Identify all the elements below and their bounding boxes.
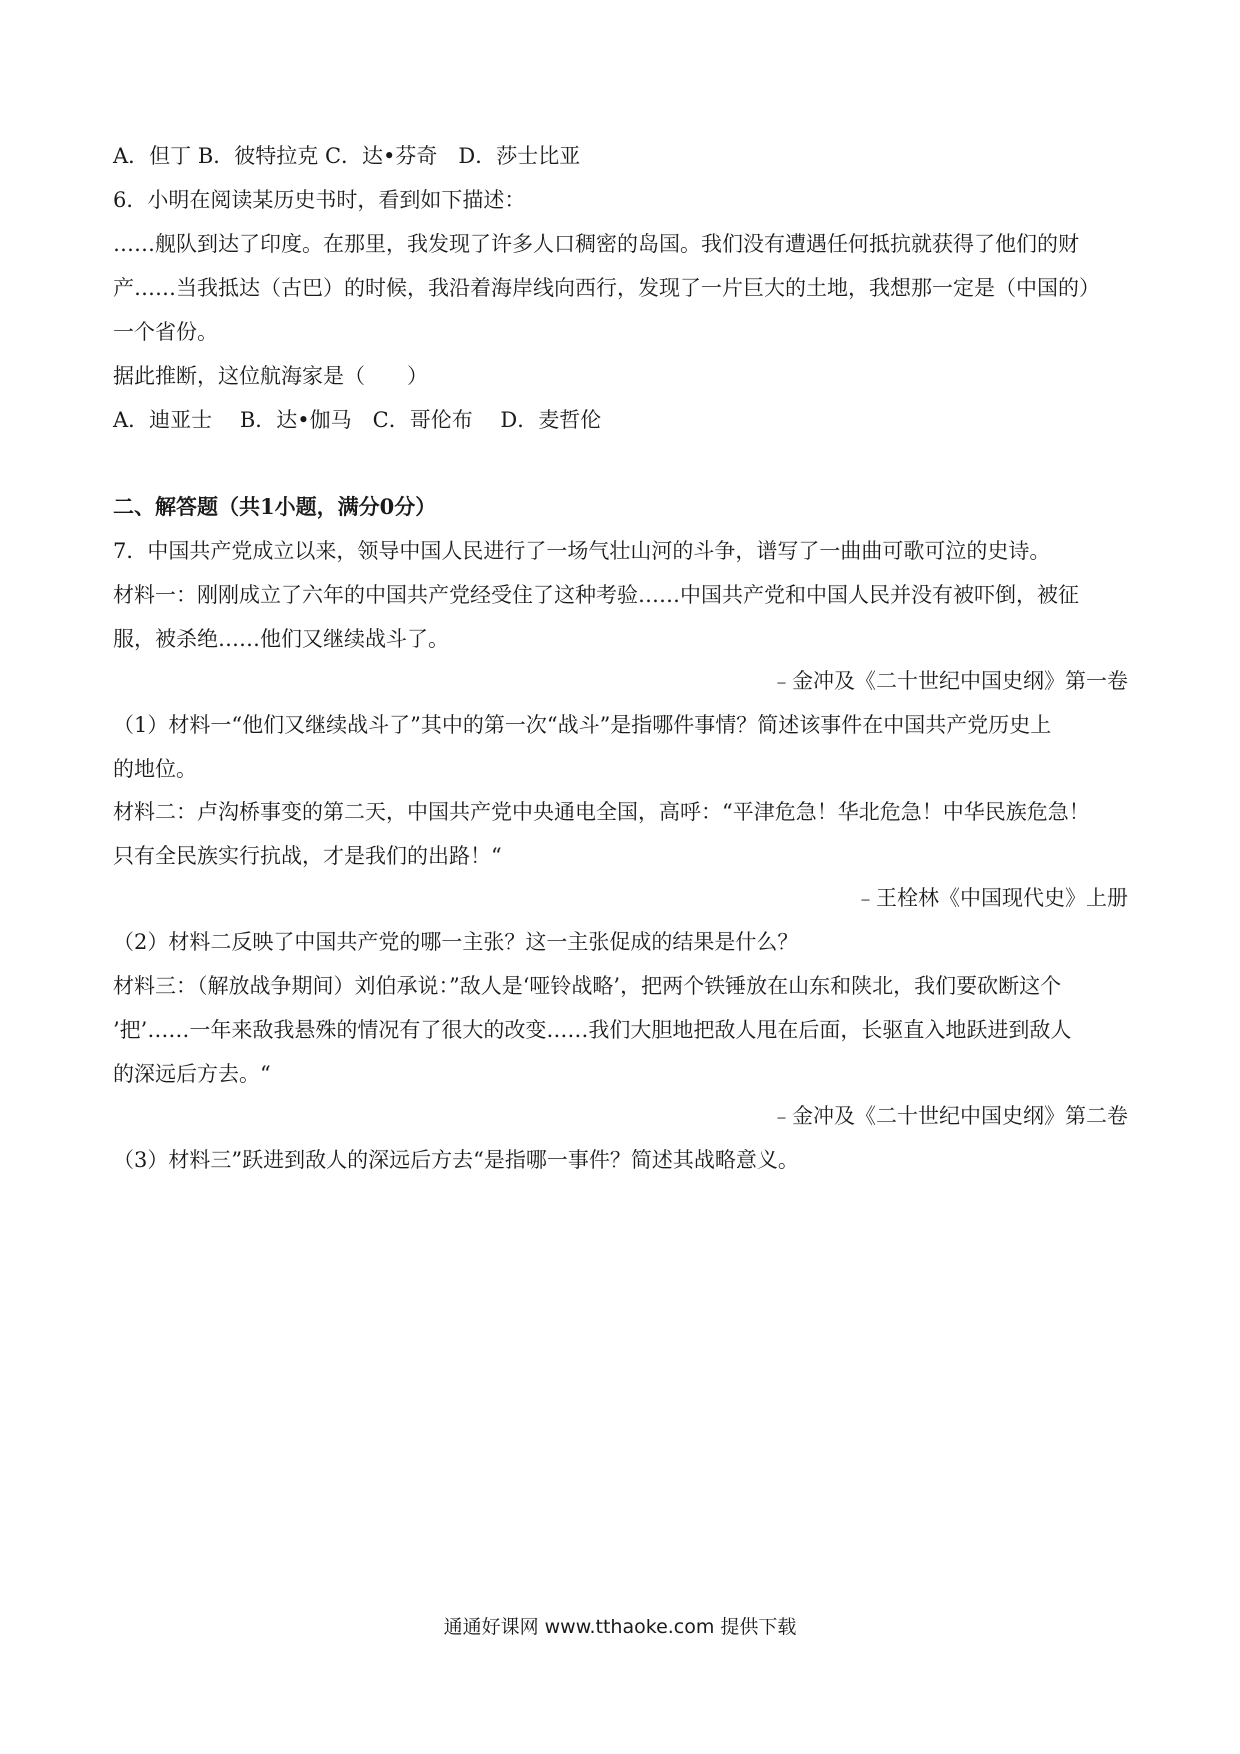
q6-passage-line-1: ……舰队到达了印度。在那里，我发现了许多人口稠密的岛国。我们没有遭遇任何抵抗就获得了他们的财	[113, 232, 1079, 256]
q6-question: 据此推断，这位航海家是（ ）	[113, 364, 428, 388]
q7-source3: ﹣金冲及《二十世纪中国史纲》第二卷	[771, 1104, 1128, 1128]
q7-material1-line-1: 材料一：刚刚成立了六年的中国共产党经受住了这种考验……中国共产党和中国人民并没有被吓倒，被征	[113, 583, 1079, 607]
footer-download-note: 通通好课网 www.tthaoke.com 提供下载	[443, 1616, 797, 1638]
q7-sub1-line-2: 的地位。	[113, 757, 197, 781]
q7-sub2: （2）材料二反映了中国共产党的哪一主张？这一主张促成的结果是什么？	[113, 930, 799, 954]
q7-material2-line-2: 只有全民族实行抗战，才是我们的出路！“	[113, 844, 502, 868]
q7-sub1-line-1: （1）材料一“他们又继续战斗了”其中的第一次“战斗”是指哪件事情？简述该事件在中国共产党历史上	[113, 713, 1052, 737]
q6-stem: 6．小明在阅读某历史书时，看到如下描述：	[113, 188, 526, 212]
q7-sub3: （3）材料三”跃进到敌人的深远后方去“是指哪一事件？简述其战略意义。	[113, 1148, 799, 1172]
section-heading: 二、解答题（共1小题，满分0分）	[113, 494, 437, 519]
q5-options: A．但丁 B．彼特拉克 C．达•芬奇 D．莎士比亚	[113, 144, 581, 168]
q7-material3-line-3: 的深远后方去。“	[113, 1062, 271, 1086]
q7-material1-line-2: 服，被杀绝……他们又继续战斗了。	[113, 627, 449, 651]
q7-source2: ﹣王栓林《中国现代史》上册	[855, 886, 1128, 910]
q7-material3-line-1: 材料三：（解放战争期间）刘伯承说：”敌人是‘哑铃战略’，把两个铁锤放在山东和陕北，我们要砍断这个	[113, 974, 1062, 998]
q6-options: A．迪亚士 B．达•伽马 C．哥伦布 D．麦哲伦	[113, 408, 602, 432]
q7-material2-line-1: 材料二：卢沟桥事变的第二天，中国共产党中央通电全国，高呼：“平津危急！华北危急！中华民族危急！	[113, 800, 1090, 824]
q6-passage-line-2: 产……当我抵达（古巴）的时候，我沿着海岸线向西行，发现了一片巨大的土地，我想那一定是（中国的）	[113, 276, 1100, 300]
q6-passage-line-3: 一个省份。	[113, 320, 218, 344]
q7-stem: 7．中国共产党成立以来，领导中国人民进行了一场气壮山河的斗争，谱写了一曲曲可歌可泣的史诗。	[113, 539, 1051, 563]
q7-material3-line-2: ’把’……一年来敌我悬殊的情况有了很大的改变……我们大胆地把敌人甩在后面，长驱直入地跃进到敌人	[113, 1018, 1072, 1042]
q7-source1: ﹣金冲及《二十世纪中国史纲》第一卷	[771, 669, 1128, 693]
